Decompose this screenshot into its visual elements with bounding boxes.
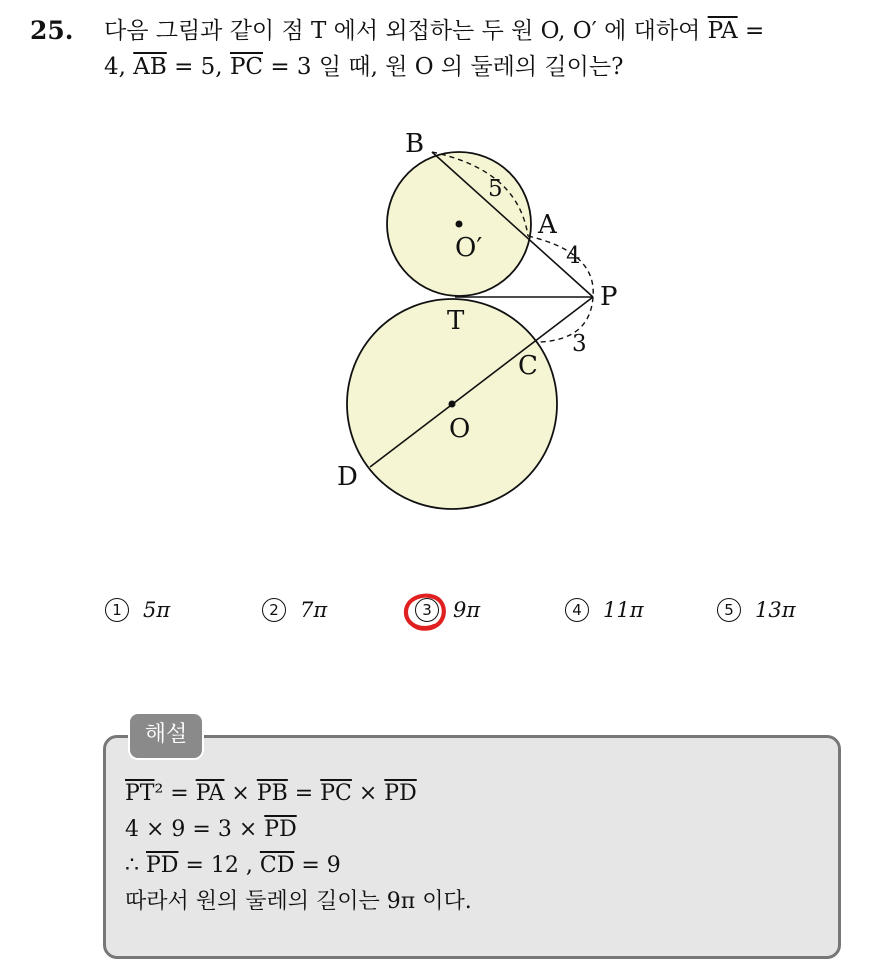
choice-1-number: 1 — [105, 598, 129, 622]
solution-line-4: 따라서 원의 둘레의 길이는 9π 이다. — [125, 889, 472, 914]
label-a: A — [538, 210, 557, 240]
question-number: 25. — [30, 16, 74, 45]
choice-4-value: 11π — [603, 598, 644, 622]
label-d: D — [337, 462, 358, 492]
choice-4-number: 4 — [565, 598, 589, 622]
choice-3-value: 9π — [453, 598, 481, 622]
choice-4[interactable] — [565, 598, 644, 622]
label-p: P — [600, 282, 618, 312]
label-c: C — [518, 351, 538, 381]
solution-line-3: ∴ $\overline{PD} = 12$ , $\overline{CD} = 9$ — [125, 853, 341, 878]
answer-mark-circle — [400, 590, 450, 634]
question-text-line-1: 다음 그림과 같이 점 T 에서 외접하는 두 원 O, O′ 에 대하여 $\overline{PA}$ = — [104, 18, 765, 44]
question-text-line-2: 4, $\overline{AB} = 5$, $\overline{PC} = 3$ 일 때, 원 O 의 둘레의 길이는? — [104, 54, 624, 80]
center-o-prime — [456, 221, 463, 228]
answer-choices — [105, 598, 845, 632]
solution-tab: 해설 — [128, 712, 204, 760]
label-t: T — [447, 306, 465, 336]
choice-2[interactable] — [262, 598, 327, 622]
choice-2-number: 2 — [262, 598, 286, 622]
label-o-prime: O′ — [455, 233, 483, 263]
solution-line-2: $4 \times 9 = 3 \times \overline{PD}$ — [125, 817, 297, 842]
choice-5-value: 13π — [755, 598, 796, 622]
choice-1[interactable] — [105, 598, 170, 622]
label-b: B — [405, 129, 425, 159]
choice-1-value: 5π — [143, 598, 171, 622]
center-o — [449, 401, 456, 408]
solution-content — [125, 776, 472, 920]
length-pc: 3 — [572, 331, 587, 357]
length-ab: 5 — [488, 176, 503, 202]
choice-5-number: 5 — [717, 598, 741, 622]
choice-2-value: 7π — [300, 598, 328, 622]
choice-3-number: 3 — [415, 598, 439, 622]
length-pa: 4 — [566, 243, 581, 269]
label-o: O — [449, 414, 471, 444]
solution-line-1: $\overline{PT}^2 = \overline{PA} \times \overline{PB} = \overline{PC} \times \overline{PD}$ — [125, 781, 417, 806]
choice-5[interactable] — [717, 598, 796, 622]
